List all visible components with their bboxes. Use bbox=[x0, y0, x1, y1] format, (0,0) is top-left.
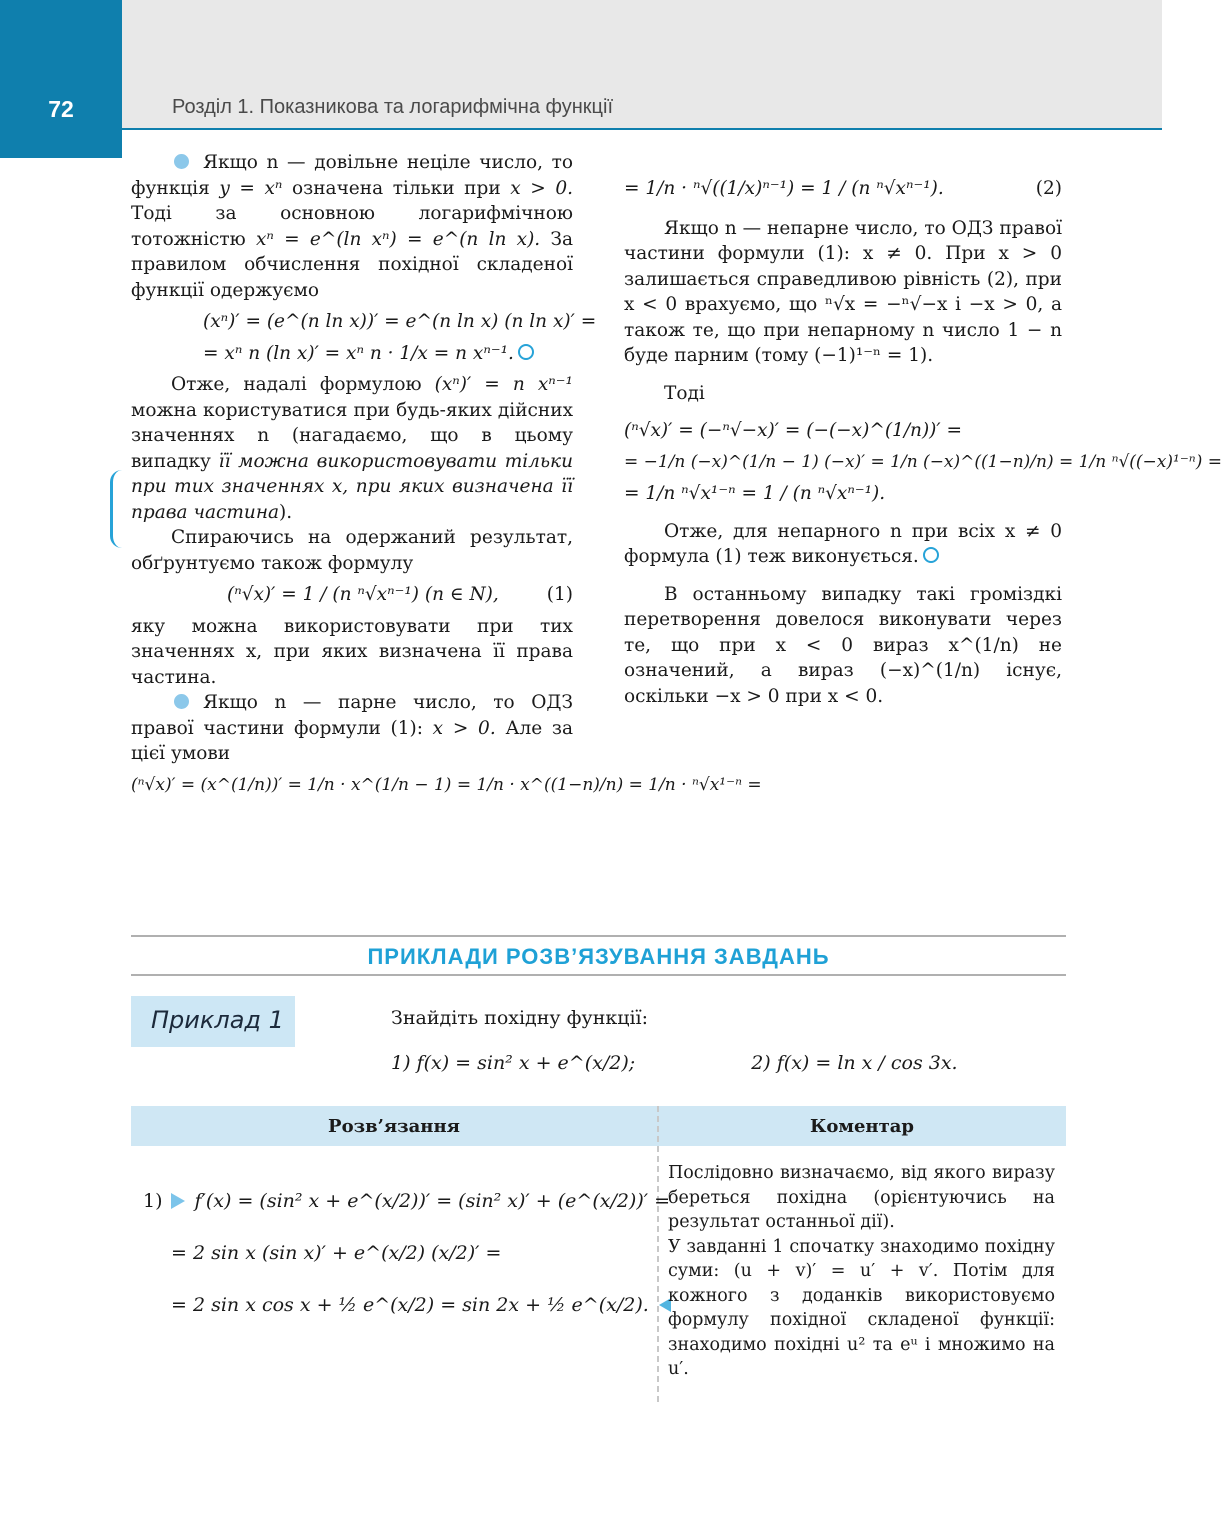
paragraph-root-formula-intro: Спираючись на одержаний результат, обґрунтуємо також формулу bbox=[131, 527, 573, 574]
equation-text: = xⁿ n (ln x)′ = xⁿ n · 1/x = n xⁿ⁻¹. bbox=[203, 342, 514, 364]
equation-root-derivative bbox=[131, 582, 573, 608]
paragraph-root-domain: яку можна використовувати при тих значеннях x, при яких визначена її права частина. bbox=[131, 615, 573, 688]
formula: xⁿ = e^(ln xⁿ) = e^(n ln x). bbox=[255, 228, 541, 250]
equation-number: (2) bbox=[1035, 178, 1062, 199]
solution-column bbox=[143, 1175, 671, 1331]
bullet-icon bbox=[174, 694, 189, 709]
comment-paragraph-2: У завданні 1 спочатку знаходимо похідну суми: (u + v)′ = u′ + v′. Потім для кожного з доданків використовуємо формулу похідної складеної функції: знаходимо похідні u² та eᵘ і множимо на u′. bbox=[668, 1236, 1055, 1379]
paragraph-noninteger-case bbox=[131, 150, 573, 303]
column-header-solution: Розв’язання bbox=[328, 1116, 460, 1137]
end-of-proof-icon bbox=[518, 344, 534, 360]
formula: y = xⁿ bbox=[219, 177, 283, 199]
formula: x > 0. bbox=[432, 717, 496, 739]
solution-line-3 bbox=[143, 1279, 649, 1331]
solution-line-2: = 2 sin x (sin x)′ + e^(x/2) (x/2)′ = bbox=[171, 1242, 502, 1264]
bullet-icon bbox=[174, 154, 189, 169]
paragraph-conclusion bbox=[131, 372, 573, 525]
example-item-1: 1) f(x) = sin² x + e^(x/2); bbox=[391, 1052, 636, 1074]
formula: (xⁿ)′ = n xⁿ⁻¹ bbox=[434, 374, 573, 395]
text: означена тільки при bbox=[291, 177, 501, 199]
text: Якщо n — парне число, то ОДЗ правої частини формули (1): bbox=[131, 692, 573, 739]
equation-text: f′(x) = (sin² x + e^(x/2))′ = (sin² x)′ + (e^(x/2))′ = bbox=[194, 1190, 671, 1212]
example-item-2: 2) f(x) = ln x / cos 3x. bbox=[751, 1052, 958, 1074]
equation-derivative-power-result bbox=[131, 341, 573, 367]
running-title: Розділ 1. Показникова та логарифмічна функції bbox=[172, 96, 613, 118]
equation-text: = 1/n · ⁿ√((1/x)ⁿ⁻¹) = 1 / (n ⁿ√xⁿ⁻¹). bbox=[624, 178, 944, 199]
example-label-box bbox=[131, 996, 295, 1047]
comment-column bbox=[668, 1161, 1055, 1382]
equation-text: (ⁿ√x)′ = 1 / (n ⁿ√xⁿ⁻¹) (n ∈ N), bbox=[227, 584, 499, 605]
equation-odd-case-3: = 1/n ⁿ√x¹⁻ⁿ = 1 / (n ⁿ√xⁿ⁻¹). bbox=[624, 483, 886, 504]
example-task: Знайдіть похідну функції: bbox=[391, 1007, 649, 1029]
equation-odd-case-2: = −1/n (−x)^(1/n − 1) (−x)′ = 1/n (−x)^((1−n)/n) = 1/n ⁿ√((−x)¹⁻ⁿ) = bbox=[624, 451, 1222, 472]
text: Але за цієї умови bbox=[131, 717, 573, 764]
paragraph-even-case bbox=[131, 690, 573, 767]
solution-line-1 bbox=[143, 1175, 671, 1227]
margin-bracket bbox=[110, 470, 125, 548]
page-number-tab bbox=[0, 0, 122, 158]
section-rule-bottom bbox=[131, 974, 1066, 976]
paragraph-odd-conclusion bbox=[624, 519, 1062, 570]
solution-item-number: 1) bbox=[143, 1190, 163, 1212]
page-number: 72 bbox=[48, 96, 74, 122]
text: Отже, надалі формулою bbox=[171, 374, 422, 395]
equation-number: (1) bbox=[546, 584, 573, 605]
section-rule-top bbox=[131, 935, 1066, 937]
equation-text: = 2 sin x cos x + ½ e^(x/2) = sin 2x + ½ e^(x/2). bbox=[171, 1294, 649, 1316]
paragraph-then: Тоді bbox=[664, 382, 705, 404]
column-header-comment: Коментар bbox=[809, 1116, 915, 1137]
example-label: Приклад 1 bbox=[151, 1006, 284, 1034]
solution-start-icon bbox=[171, 1193, 185, 1209]
section-title: ПРИКЛАДИ РОЗВ’ЯЗУВАННЯ ЗАВДАНЬ bbox=[367, 944, 830, 969]
column-divider bbox=[657, 1106, 659, 1402]
paragraph-odd-case: Якщо n — непарне число, то ОДЗ правої частини формули (1): x ≠ 0. При x > 0 залишається справедливою рівність (2), при x < 0 врахуємо, що ⁿ√x = −ⁿ√−x і −x > 0, а також те, що при непарному n число 1 − n буде парним (тому (−1)¹⁻ⁿ = 1). bbox=[624, 217, 1062, 366]
table-header bbox=[131, 1106, 1066, 1146]
comment-paragraph-1: Послідовно визначаємо, від якого виразу береться похідна (орієнтуючись на результат останньої дії). bbox=[668, 1163, 1055, 1232]
paragraph-final-remark: В останньому випадку такі громіздкі перетворення довелося виконувати через те, що при x < 0 вираз x^(1/n) не означений, а вираз (−x)^(1/n) існує, оскільки −x > 0 при x < 0. bbox=[624, 583, 1062, 707]
equation-derivative-power: (xⁿ)′ = (e^(n ln x))′ = e^(n ln x) (n ln x)′ = bbox=[203, 311, 597, 332]
emphasized-text: її можна використовувати тільки при тих значеннях x, при яких визначена її права частина bbox=[131, 450, 573, 523]
text: Тоді за основною логарифмічною тотожністю bbox=[131, 203, 573, 250]
text: ). bbox=[279, 501, 293, 523]
text: Отже, для непарного n при всіх x ≠ 0 формула (1) теж виконується. bbox=[624, 520, 1062, 567]
formula: x > 0. bbox=[510, 177, 573, 199]
end-of-proof-icon bbox=[923, 547, 939, 563]
example-items bbox=[391, 1052, 958, 1074]
text: можна користуватися при будь-яких дійсних значеннях n (нагадаємо, що в цьому випадку bbox=[131, 399, 573, 472]
equation-even-case-result bbox=[624, 176, 1062, 202]
text: Якщо n — довільне неціле число, то функція bbox=[131, 152, 573, 199]
equation-odd-case-1: (ⁿ√x)′ = (−ⁿ√−x)′ = (−(−x)^(1/n))′ = bbox=[624, 420, 962, 441]
right-column bbox=[624, 170, 1222, 709]
equation-even-case: (ⁿ√x)′ = (x^(1/n))′ = 1/n · x^(1/n − 1) = 1/n · x^((1−n)/n) = 1/n · ⁿ√x¹⁻ⁿ = bbox=[131, 774, 762, 795]
text: За правилом обчислення похідної складеної функції одержуємо bbox=[131, 228, 573, 301]
